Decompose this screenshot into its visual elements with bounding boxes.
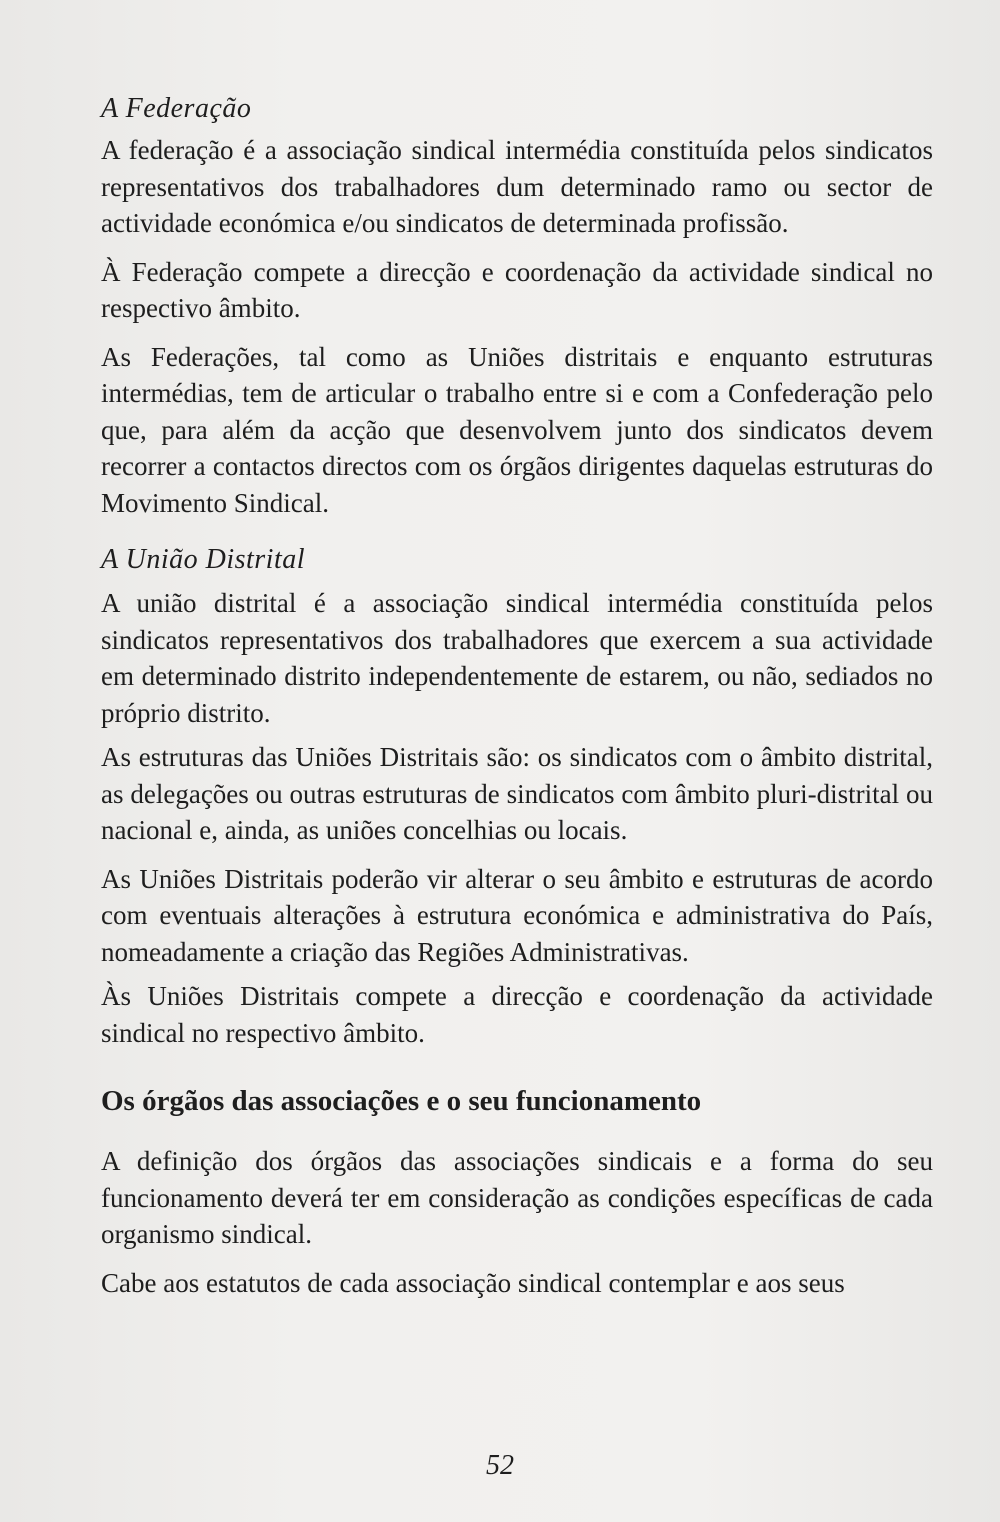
paragraph: A união distrital é a associação sindical intermédia constituída pelos sindicatos representativos dos trabalhadores que exercem a sua actividade em determinado distrito independentemente de estarem, ou não, sediados no próprio distrito.	[101, 588, 933, 728]
page-number: 52	[486, 1450, 514, 1481]
paragraph: As Federações, tal como as Uniões distritais e enquanto estruturas intermédias, tem de articular o trabalho entre si e com a Confederação pelo que, para além da acção que desenvolvem junto dos sindicatos devem recorrer a contactos directos com os órgãos dirigentes daquelas estruturas do Movimento Sindical.	[101, 341, 933, 518]
paragraph: As Uniões Distritais poderão vir alterar o seu âmbito e estruturas de acordo com eventuais alterações à estrutura económica e administrativa do País, nomeadamente a criação das Regiões Administrativas.	[101, 863, 933, 967]
paragraph: À Federação compete a direcção e coordenação da actividade sindical no respectivo âmbito.	[101, 256, 933, 323]
heading-federacao: A Federação	[101, 93, 252, 124]
paragraph: A definição dos órgãos das associações sindicais e a forma do seu funcionamento deverá ter em consideração as condições específicas de cada organismo sindical.	[101, 1146, 933, 1249]
heading-orgaos: Os órgãos das associações e o seu funcionamento	[101, 1085, 702, 1117]
page-content	[101, 90, 933, 1301]
paragraph: A federação é a associação sindical intermédia constituída pelos sindicatos representativos dos trabalhadores dum determinado ramo ou sector de actividade económica e/ou sindicatos de determinada profissão.	[101, 135, 933, 238]
paragraph: Às Uniões Distritais compete a direcção e coordenação da actividade sindical no respectivo âmbito.	[101, 981, 933, 1048]
paragraph: As estruturas das Uniões Distritais são: os sindicatos com o âmbito distrital, as delegações ou outras estruturas de sindicatos com âmbito pluri-distrital ou nacional e, ainda, as uniões concelhias ou locais.	[101, 742, 933, 845]
paragraph: Cabe aos estatutos de cada associação sindical contemplar e aos seus	[101, 1267, 845, 1298]
heading-uniao-distrital: A União Distrital	[101, 544, 306, 575]
